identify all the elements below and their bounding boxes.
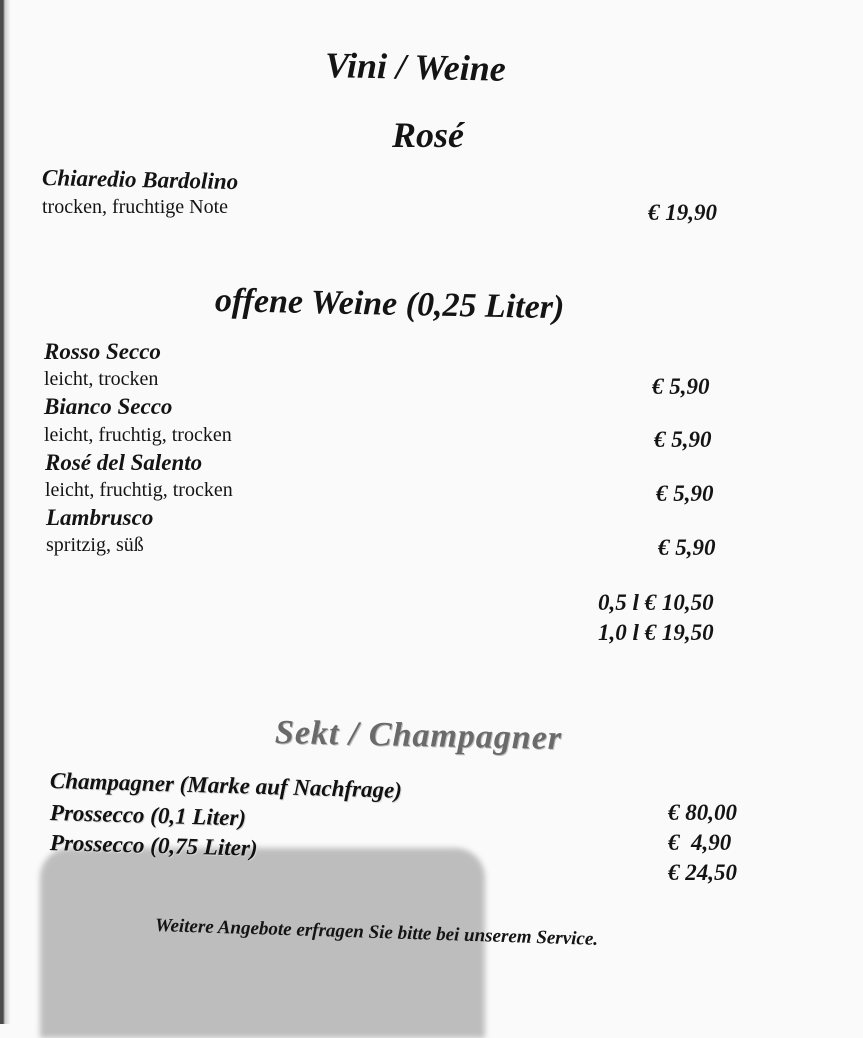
sekt-name-prosecco-large: Prossecco (0,75 Liter) [49,830,258,861]
sekt-price-prosecco-large: € 24,50 [668,860,737,885]
wine-desc-bianco-secco: leicht, fruchtig, trocken [44,424,232,446]
wine-name-chiaredio: Chiaredio Bardolino [41,165,239,195]
menu-title: Vini / Weine [324,45,507,89]
wine-name-rosso-secco: Rosso Secco [44,339,161,364]
size-price-value: € 19,50 [644,620,714,645]
wine-price-bianco-secco: € 5,90 [654,427,712,452]
wine-desc-rose-del-salento: leicht, fruchtig, trocken [45,479,233,501]
sekt-heading: Sekt / Champagner [274,714,563,758]
wine-price-rosso-secco: € 5,90 [652,374,710,399]
sekt-price-champagner: € 80,00 [668,800,737,825]
size-label: 0,5 l [598,590,639,615]
sekt-price-prosecco-small: € 4,90 [668,830,732,855]
sekt-name-champagner: Champagner (Marke auf Nachfrage) [49,768,403,803]
wine-desc-chiaredio: trocken, fruchtige Note [42,196,229,218]
rose-heading: Rosé [392,115,464,155]
size-label: 1,0 l [598,620,639,645]
wine-price-rose-del-salento: € 5,90 [656,481,714,506]
size-price-0-5 [598,590,714,616]
sekt-name-prosecco-small: Prossecco (0,1 Liter) [49,800,247,831]
wine-name-bianco-secco: Bianco Secco [44,394,173,419]
size-price-1-0 [598,620,714,646]
wine-name-lambrusco: Lambrusco [46,505,154,530]
wine-desc-rosso-secco: leicht, trocken [44,368,159,390]
wine-price-chiaredio: € 19,90 [648,200,717,225]
wine-name-rose-del-salento: Rosé del Salento [45,450,203,475]
page-binding-edge [0,0,10,1024]
wine-price-lambrusco: € 5,90 [658,535,716,560]
footer-note: Weitere Angebote erfragen Sie bitte bei unserem Service. [154,915,599,950]
open-wines-heading: offene Weine (0,25 Liter) [214,282,565,327]
size-price-value: € 10,50 [644,590,714,615]
wine-desc-lambrusco: spritzig, süß [46,534,144,556]
